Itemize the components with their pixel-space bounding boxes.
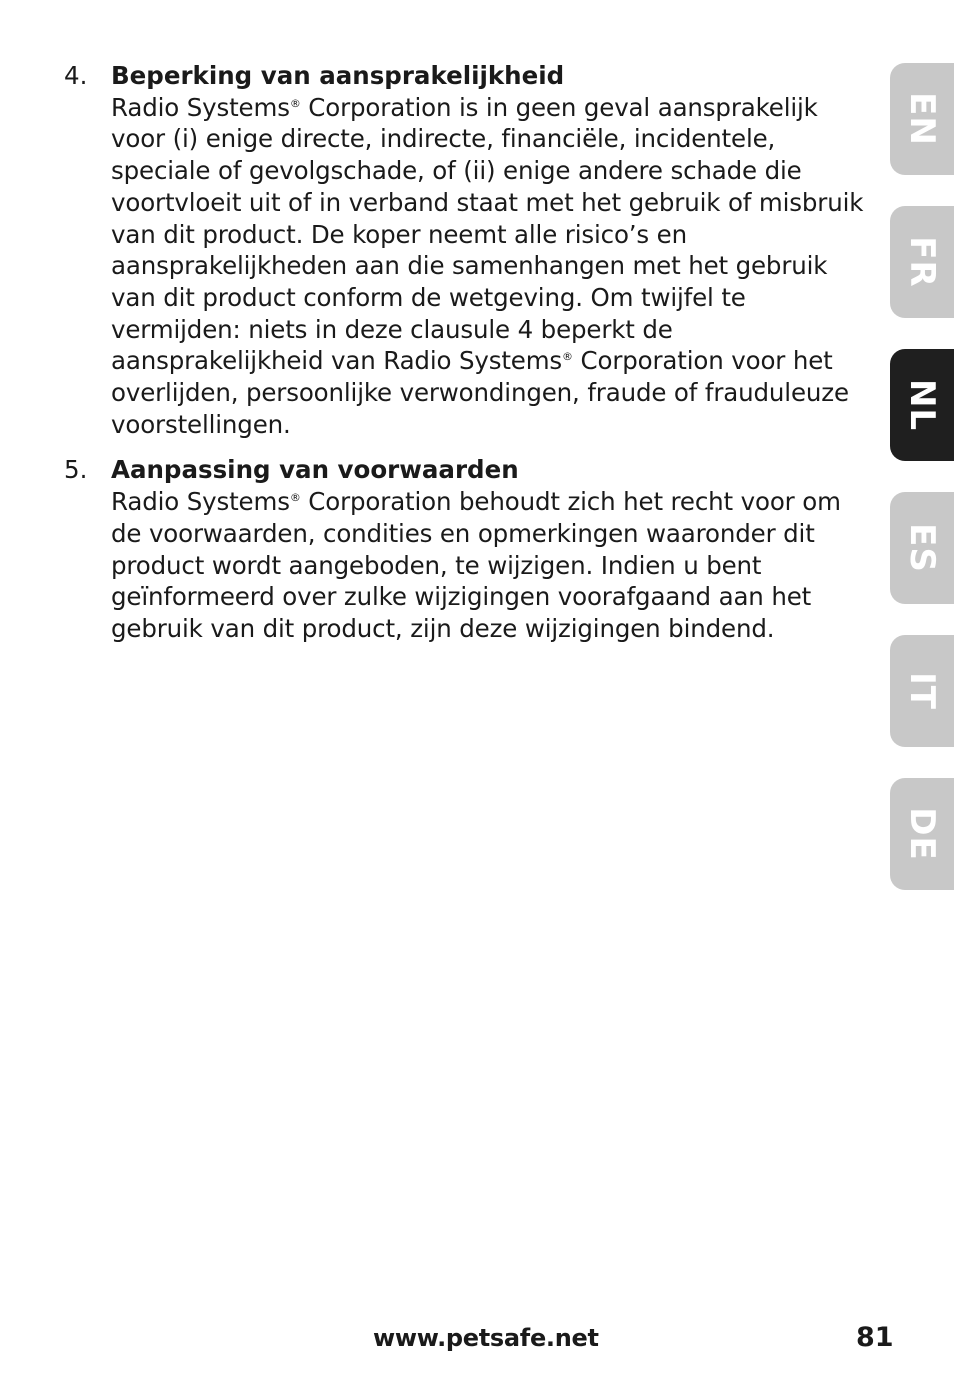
clause-text: Corporation voor het overlijden, persoonlijke verwondingen, fraude of frauduleuze voorstellingen. xyxy=(111,346,849,439)
language-tab-en[interactable] xyxy=(890,63,954,175)
registered-mark: ® xyxy=(289,491,301,505)
clause-body xyxy=(111,486,864,645)
language-tab-fr[interactable] xyxy=(890,206,954,318)
clause-text: Corporation behoudt zich het recht voor om de voorwaarden, condities en opmerkingen waaronder dit product wordt aangeboden, te wijzigen. Indien u bent geïnformeerd over zulke wijzigingen voorafgaand aan het gebruik van dit product, zijn deze wijzigingen bindend. xyxy=(111,487,841,643)
clause-body xyxy=(111,92,864,441)
clause-text: Radio Systems xyxy=(111,92,290,122)
page-number: 81 xyxy=(856,1322,894,1353)
clause-title: Aanpassing van voorwaarden xyxy=(111,455,519,485)
clause-4 xyxy=(64,60,864,440)
language-tab-label: IT xyxy=(902,672,942,710)
language-tab-de[interactable] xyxy=(890,778,954,890)
language-tab-it[interactable] xyxy=(890,635,954,747)
language-tab-label: DE xyxy=(902,807,942,861)
clause-5 xyxy=(64,454,864,644)
registered-mark: ® xyxy=(562,350,573,364)
language-tab-label: EN xyxy=(902,92,942,146)
clause-text: Radio Systems xyxy=(111,487,290,517)
footer-url: www.petsafe.net xyxy=(373,1324,599,1352)
clause-text: Corporation is in geen geval aansprakelijk voor (i) enige directe, indirecte, financiële, incidentele, speciale of gevolgschade, of (ii) enige andere schade die voortvloeit uit of in verband staat met het gebruik of misbruik van dit product. De koper neemt alle risico’s en aansprakelijkheden aan die samenhangen met het gebruik van dit product conform de wetgeving. Om twijfel te vermijden: niets in deze clausule 4 beperkt de aansprakelijkheid van Radio Systems xyxy=(111,92,864,376)
document-content xyxy=(64,60,864,659)
language-tab-es[interactable] xyxy=(890,492,954,604)
clause-number: 5. xyxy=(64,455,88,485)
language-tab-label: NL xyxy=(902,378,942,432)
language-tab-label: FR xyxy=(902,236,942,288)
registered-mark: ® xyxy=(289,96,301,110)
language-tab-nl[interactable] xyxy=(890,349,954,461)
clause-number: 4. xyxy=(64,61,88,90)
clause-title: Beperking van aansprakelijkheid xyxy=(111,61,565,90)
language-tabs xyxy=(890,63,954,921)
language-tab-label: ES xyxy=(902,523,942,573)
